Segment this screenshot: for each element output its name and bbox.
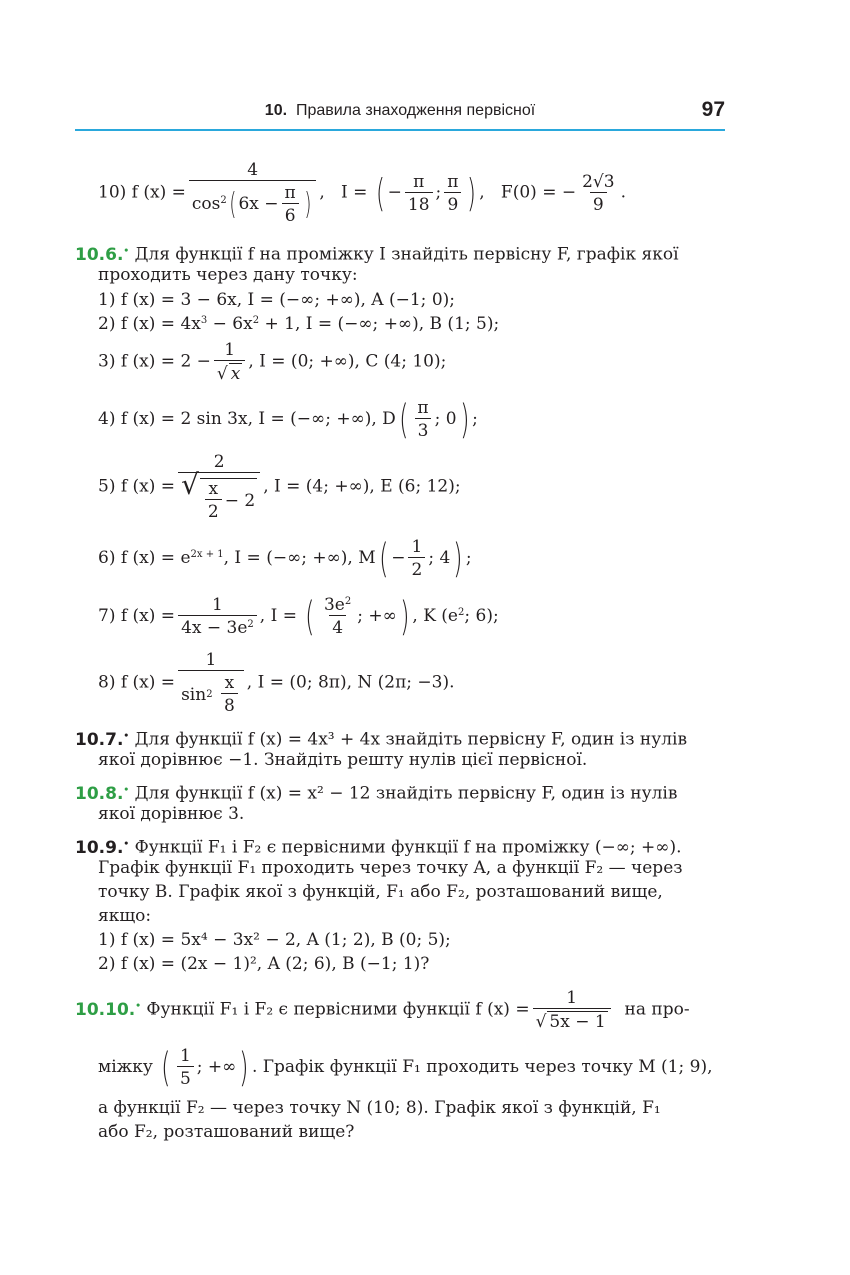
six: 6 — [282, 203, 299, 226]
part-b: , I = (0; 8π), N (2π; −3). — [246, 672, 455, 693]
exercise-10-7-line2: якої дорівнює −1. Знайдіть решту нулів цієї первісної. — [98, 750, 588, 770]
part-c: ; +∞ — [357, 606, 397, 626]
exercise-number: 10.9.• — [75, 837, 130, 858]
exercise-10-10-line2 — [98, 1046, 712, 1089]
exponent: 2x + 1 — [190, 549, 224, 560]
fraction — [178, 452, 260, 522]
fraction — [178, 595, 257, 638]
part-c: + 1, I = (−∞; +∞), B (1; 5); — [259, 314, 500, 334]
part-a: 6) f (x) = e — [98, 548, 191, 568]
part-b: ; 0 — [434, 409, 457, 429]
frac-18 — [405, 172, 433, 215]
frac-9 — [444, 172, 461, 215]
number-text: 10.9. — [75, 837, 124, 858]
part-a: 3) f (x) = 2 − — [98, 351, 211, 372]
paren: ) — [239, 1044, 249, 1091]
denominator: sin 2 $\frac{x}{8}$ — [178, 670, 244, 716]
frac-2root3 — [579, 172, 617, 215]
fraction — [178, 650, 244, 716]
part-b: − 6x — [207, 314, 253, 334]
paren: ) — [467, 171, 477, 215]
text: Для функції f (x) = x² − 12 знайдіть первісну F, один із нулів — [134, 783, 678, 804]
paren: ( — [398, 396, 409, 443]
numerator: 4 — [247, 160, 259, 180]
two: 2 — [205, 499, 222, 522]
interval-end: ; +∞ — [196, 1057, 237, 1077]
fraction — [321, 595, 354, 638]
exercise-10-10-line4: або F₂, розташований вище? — [98, 1122, 355, 1142]
inner-fraction — [205, 479, 222, 522]
fraction — [177, 1046, 194, 1089]
exercise-10-6-item2 — [98, 312, 499, 336]
numerator: π — [417, 398, 429, 418]
numerator: 1 — [212, 595, 223, 615]
paren: ( — [378, 535, 389, 582]
text: Функції F₁ і F₂ є первісними функції f (x) = — [146, 999, 530, 1020]
x: x — [224, 673, 235, 693]
exercise-10-9-line3: точку B. Графік якої з функцій, F₁ або F₂, розташований вище, — [98, 882, 663, 902]
running-header — [75, 98, 725, 128]
exercise-10-6-item4: 4) f (x) = 2 sin 3x, I = (−∞; +∞), D( $\frac{\pi}{3}$ ; 0) ; — [98, 396, 478, 443]
denominator: 3 — [415, 418, 432, 441]
f-lhs: f (x) = — [131, 182, 186, 203]
inner-text: 6x − — [238, 194, 279, 214]
den-text: 4x − 3e — [181, 618, 248, 638]
exercise-10-6-line2: проходить через дану точку: — [98, 265, 358, 285]
power: 2 — [458, 607, 465, 618]
part-b: , I = (4; +∞), E (6; 12); — [263, 476, 461, 497]
fraction — [533, 988, 611, 1032]
numerator: 1 — [179, 1046, 191, 1066]
paren: ) — [399, 593, 410, 640]
number-text: 10.10. — [75, 999, 136, 1020]
part-a: міжку — [98, 1057, 153, 1077]
exercise-10-6-item3 — [98, 340, 446, 384]
cos-text: cos — [191, 194, 221, 214]
fraction — [189, 160, 317, 226]
part-e: ; 6); — [464, 606, 499, 626]
den9: 9 — [444, 192, 461, 215]
part-a: 7) f (x) = — [98, 606, 176, 626]
exercise-number: 10.8.• — [75, 783, 130, 804]
numerator: 2 — [213, 452, 225, 472]
x: x — [208, 479, 219, 499]
power: 2 — [220, 195, 227, 206]
section-number: 10. — [264, 102, 288, 119]
exercise-10-6-item7 — [98, 595, 499, 638]
denominator — [533, 1008, 611, 1032]
minus: − — [387, 182, 402, 203]
numerator: 1 — [411, 537, 423, 557]
fraction — [408, 537, 425, 580]
paren: ( — [375, 171, 385, 215]
den18: 18 — [405, 192, 433, 215]
power: 3 — [200, 315, 208, 326]
denominator — [214, 360, 245, 384]
inner-fraction — [221, 673, 238, 716]
paren: ) — [459, 396, 470, 443]
item-label: 10) — [98, 182, 127, 203]
exercise-10-6-item8 — [98, 650, 455, 716]
exercise-10-9-item2: 2) f (x) = (2x − 1)², A (2; 6), B (−1; 1)? — [98, 954, 430, 974]
part-b: . Графік функції F₁ проходить через точку M (1; 9), — [251, 1057, 713, 1077]
numerator: 2√3 — [582, 171, 615, 192]
power: 2 — [252, 315, 260, 326]
pi-fraction — [282, 183, 299, 226]
numerator: 1 — [205, 650, 217, 670]
minus: − — [391, 548, 406, 568]
numerator: 1 — [224, 340, 236, 360]
number-text: 10.8. — [75, 783, 124, 804]
power: 2 — [247, 619, 254, 630]
denominator — [178, 615, 257, 638]
num-text: 3e — [323, 595, 345, 615]
pi: π — [447, 171, 459, 192]
exercise-10-9-line4: якщо: — [98, 906, 152, 926]
interval-lhs: I = — [341, 182, 368, 203]
number-text: 10.6. — [75, 244, 124, 265]
exercise-10-9-item1: 1) f (x) = 5x⁴ − 3x² − 2, A (1; 2), B (0; 5); — [98, 930, 451, 950]
sqrt-icon: √ — [216, 364, 228, 384]
exercise-10-6-item6: 6) f $(x) = e^{2x + 1}$, I = (−∞; +∞), M( − $\frac{1}{2}$ ; 4) ; — [98, 535, 472, 582]
part-a: 5) f (x) = — [98, 476, 176, 497]
eight: 8 — [221, 693, 238, 716]
section-name: Правила знаходження первісної — [295, 102, 536, 119]
part-a: 4) f (x) = 2 sin 3x, I = (−∞; +∞), D — [98, 409, 396, 429]
exercise-number: 10.7.• — [75, 729, 130, 750]
paren: ) — [304, 186, 312, 222]
paren: ( — [161, 1044, 171, 1091]
paren: ) — [453, 535, 463, 582]
paren: ( — [305, 593, 315, 640]
exercise-10-10-line3: а функції F₂ — через точку N (10; 8). Графік якої з функцій, F₁ — [98, 1098, 661, 1118]
pi: π — [284, 183, 296, 203]
part-d: , K (e — [412, 606, 458, 626]
radicand: 5x − 1 — [549, 1012, 606, 1032]
text: Для функції f (x) = 4x³ + 4x знайдіть первісну F, один із нулів — [134, 729, 688, 750]
denominator: 2 — [408, 557, 425, 580]
number-text: 10.7. — [75, 729, 124, 750]
exercise-10-8-line2: якої дорівнює 3. — [98, 804, 245, 824]
fraction — [414, 398, 431, 441]
exercise-10-6-item5 — [98, 452, 461, 522]
denominator: 9 — [590, 192, 607, 215]
paren: ( — [229, 186, 237, 222]
exercise-10-6-item1: 1) f (x) = 3 − 6x, I = (−∞; +∞), A (−1; 0); — [98, 290, 455, 310]
text-end: на про- — [624, 999, 690, 1020]
F0-lhs: F(0) = − — [500, 182, 577, 203]
pi: π — [413, 171, 425, 192]
exercise-10-9-line2: Графік функції F₁ проходить через точку A, а функції F₂ — через — [98, 858, 683, 878]
header-rule — [75, 129, 725, 131]
section-title — [75, 102, 725, 120]
sin-text: sin — [181, 684, 207, 705]
exercise-number: 10.10.• — [75, 999, 141, 1020]
part-b: , I = — [259, 606, 297, 626]
exercise-10-5-item-10: 10) f (x) = 4 $\cos^2$( 6x − $\frac{\pi}{6}$ ) , I = ( − $\frac{\pi}{18}$ ; $\frac{\pi}{9}$ ) , F(0) = − $\frac{2√3}{9}$ . — [98, 160, 626, 226]
fraction — [214, 340, 245, 384]
exercise-10-10-line1 — [75, 988, 690, 1032]
sqrt-icon: √ — [181, 468, 199, 501]
radicand: x — [230, 364, 241, 384]
numerator — [321, 595, 354, 615]
part-b: , I = (0; +∞), C (4; 10); — [248, 351, 447, 372]
part-c: ; 4 — [428, 548, 451, 568]
text: Функції F₁ і F₂ є первісними функції f на проміжку (−∞; +∞). — [134, 837, 682, 858]
part-b: , I = (−∞; +∞), M — [223, 548, 376, 568]
page-number: 97 — [701, 98, 725, 121]
part-a: 8) f (x) = — [98, 672, 176, 693]
denominator — [178, 468, 260, 522]
exercise-number: 10.6.• — [75, 244, 130, 265]
denominator — [189, 180, 317, 226]
denominator: 4 — [329, 615, 346, 638]
part-a: 2) f (x) = 4x — [98, 314, 201, 334]
minus-two: − 2 — [224, 490, 256, 511]
text: Для функції f на проміжку I знайдіть первісну F, графік якої — [134, 244, 679, 265]
numerator: 1 — [566, 988, 578, 1008]
denominator: 5 — [177, 1066, 194, 1089]
power: 2 — [344, 596, 352, 607]
sqrt-icon: √ — [535, 1012, 547, 1032]
